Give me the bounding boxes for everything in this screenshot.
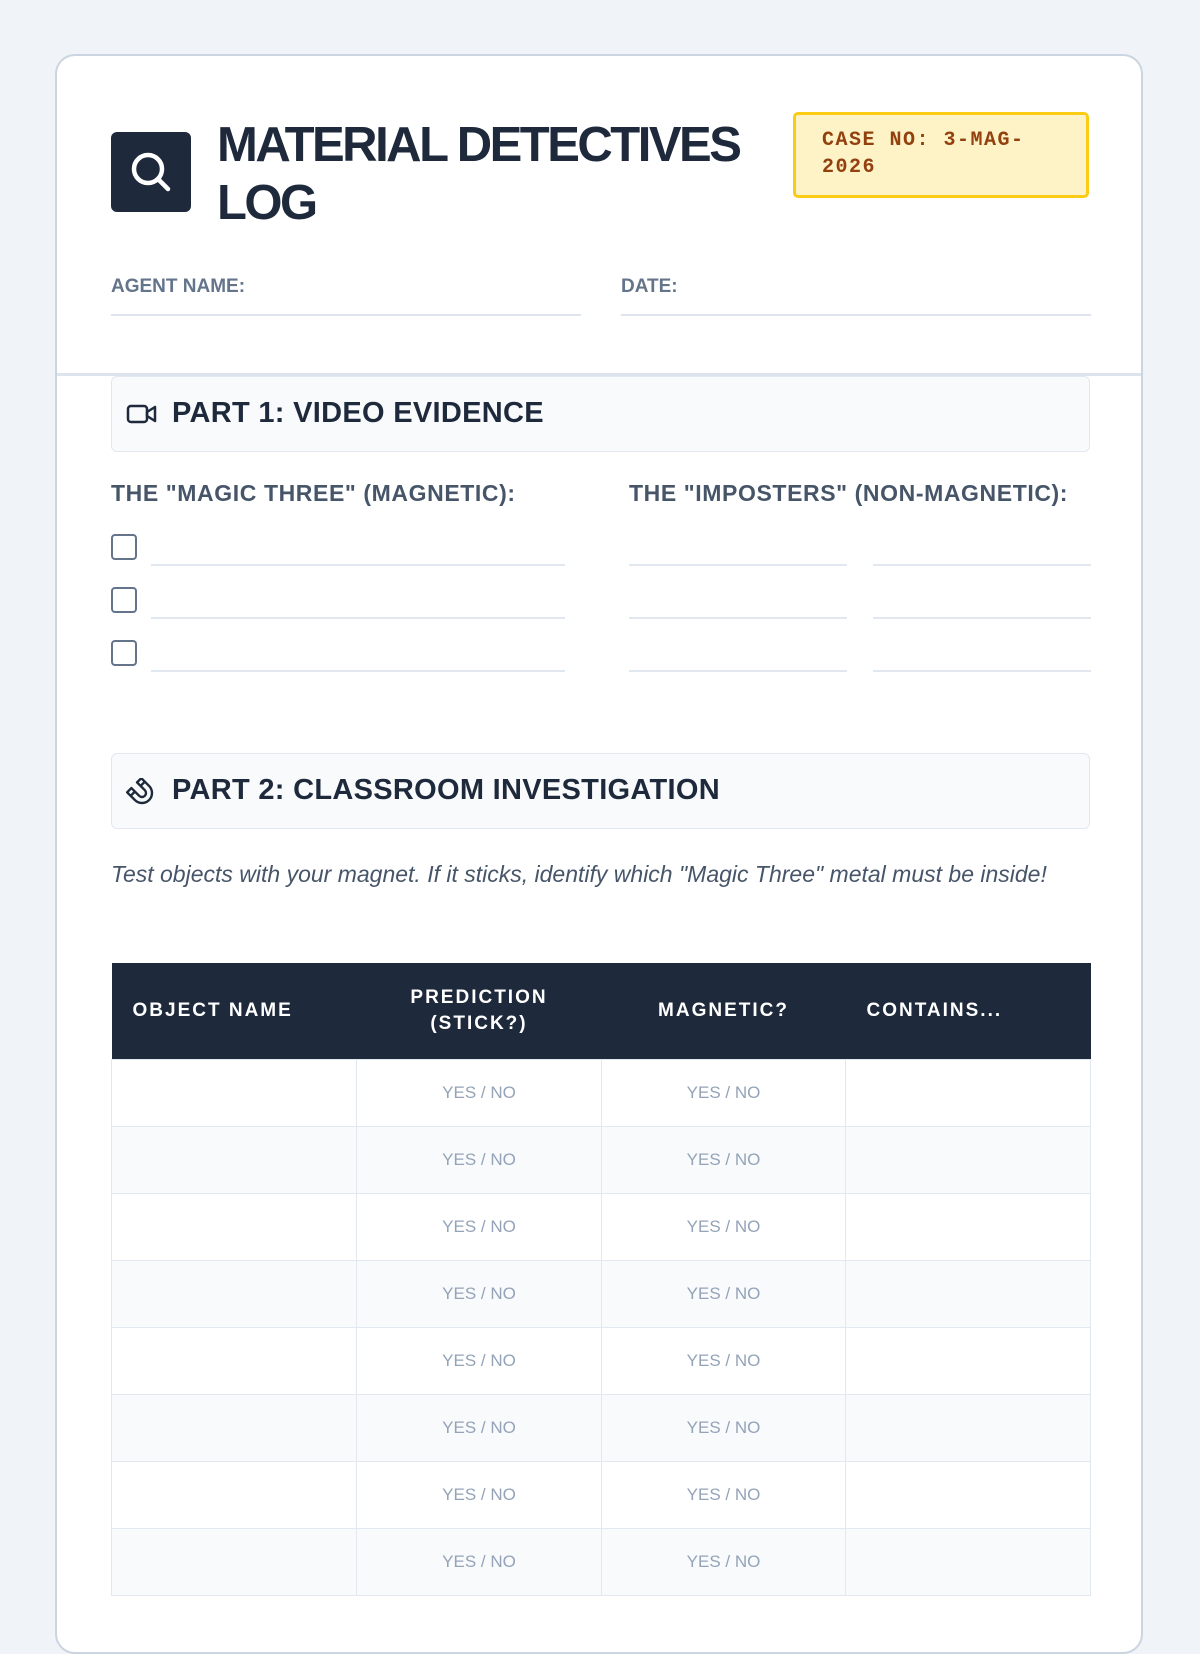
nonmagnetic-answer-line[interactable] bbox=[629, 564, 847, 566]
table-row bbox=[112, 1194, 1091, 1261]
search-icon bbox=[127, 148, 175, 196]
prediction-cell[interactable]: YES / NO bbox=[357, 1261, 602, 1328]
table-row bbox=[112, 1529, 1091, 1596]
contains-cell[interactable] bbox=[846, 1127, 1091, 1194]
magnetic-cell[interactable]: YES / NO bbox=[602, 1395, 846, 1462]
date-field[interactable] bbox=[621, 270, 1091, 316]
table-row bbox=[112, 1395, 1091, 1462]
contains-cell[interactable] bbox=[846, 1261, 1091, 1328]
magnetic-cell[interactable]: YES / NO bbox=[602, 1127, 846, 1194]
column-header-prediction: PREDICTION (STICK?) bbox=[357, 963, 602, 1060]
nonmagnetic-answer-line[interactable] bbox=[873, 670, 1091, 672]
date-label: DATE: bbox=[621, 276, 678, 297]
column-header-magnetic: MAGNETIC? bbox=[602, 963, 846, 1060]
column-header-object-name: OBJECT NAME bbox=[112, 963, 357, 1060]
object-name-cell[interactable] bbox=[112, 1127, 357, 1194]
object-name-cell[interactable] bbox=[112, 1395, 357, 1462]
logo-badge bbox=[111, 132, 191, 212]
worksheet-card bbox=[55, 54, 1143, 1654]
nonmagnetic-heading: THE "IMPOSTERS" (NON-MAGNETIC): bbox=[629, 480, 1069, 506]
nonmagnetic-answer-line[interactable] bbox=[629, 670, 847, 672]
object-name-cell[interactable] bbox=[112, 1060, 357, 1127]
magnetic-cell[interactable]: YES / NO bbox=[602, 1462, 846, 1529]
object-name-cell[interactable] bbox=[112, 1261, 357, 1328]
video-camera-icon bbox=[126, 401, 158, 427]
prediction-cell[interactable]: YES / NO bbox=[357, 1060, 602, 1127]
magnetic-cell[interactable]: YES / NO bbox=[602, 1261, 846, 1328]
table-row bbox=[112, 1060, 1091, 1127]
object-name-cell[interactable] bbox=[112, 1328, 357, 1395]
magnetic-cell[interactable]: YES / NO bbox=[602, 1194, 846, 1261]
magnetic-answer-line[interactable] bbox=[151, 670, 565, 672]
magnetic-answer-line[interactable] bbox=[151, 564, 565, 566]
object-name-cell[interactable] bbox=[112, 1462, 357, 1529]
table-row bbox=[112, 1261, 1091, 1328]
magnetic-heading: THE "MAGIC THREE" (MAGNETIC): bbox=[111, 480, 516, 506]
contains-cell[interactable] bbox=[846, 1328, 1091, 1395]
table-row bbox=[112, 1127, 1091, 1194]
magnetic-cell[interactable]: YES / NO bbox=[602, 1328, 846, 1395]
nonmagnetic-answer-line[interactable] bbox=[873, 564, 1091, 566]
table-body bbox=[112, 1060, 1091, 1596]
table-row bbox=[112, 1462, 1091, 1529]
case-number-badge: CASE NO: 3-MAG-2026 bbox=[793, 112, 1089, 198]
magnetic-checkbox[interactable] bbox=[111, 587, 137, 613]
prediction-cell[interactable]: YES / NO bbox=[357, 1328, 602, 1395]
contains-cell[interactable] bbox=[846, 1529, 1091, 1596]
magnetic-answer-line[interactable] bbox=[151, 617, 565, 619]
magnetic-cell[interactable]: YES / NO bbox=[602, 1529, 846, 1596]
worksheet-header bbox=[57, 56, 1141, 376]
prediction-cell[interactable]: YES / NO bbox=[357, 1529, 602, 1596]
page-title: MATERIAL DETECTIVES LOG bbox=[217, 118, 740, 230]
prediction-cell[interactable]: YES / NO bbox=[357, 1194, 602, 1261]
column-header-contains: CONTAINS... bbox=[846, 963, 1091, 1060]
part1-title: PART 1: VIDEO EVIDENCE bbox=[172, 397, 544, 429]
magnetic-checkbox[interactable] bbox=[111, 640, 137, 666]
contains-cell[interactable] bbox=[846, 1060, 1091, 1127]
agent-name-field[interactable] bbox=[111, 270, 581, 316]
table-header-row bbox=[112, 963, 1091, 1060]
magnetic-cell[interactable]: YES / NO bbox=[602, 1060, 846, 1127]
table-row bbox=[112, 1328, 1091, 1395]
nonmagnetic-answer-line[interactable] bbox=[629, 617, 847, 619]
contains-cell[interactable] bbox=[846, 1462, 1091, 1529]
part1-section-header bbox=[111, 376, 1090, 452]
prediction-cell[interactable]: YES / NO bbox=[357, 1395, 602, 1462]
object-name-cell[interactable] bbox=[112, 1194, 357, 1261]
part2-instructions: Test objects with your magnet. If it sticks, identify which "Magic Three" metal must be inside! bbox=[111, 861, 1047, 887]
prediction-cell[interactable]: YES / NO bbox=[357, 1462, 602, 1529]
object-name-cell[interactable] bbox=[112, 1529, 357, 1596]
agent-name-label: AGENT NAME: bbox=[111, 276, 246, 297]
part2-title: PART 2: CLASSROOM INVESTIGATION bbox=[172, 774, 720, 806]
contains-cell[interactable] bbox=[846, 1194, 1091, 1261]
part2-section-header bbox=[111, 753, 1090, 829]
nonmagnetic-answer-line[interactable] bbox=[873, 617, 1091, 619]
investigation-table bbox=[111, 963, 1091, 1596]
contains-cell[interactable] bbox=[846, 1395, 1091, 1462]
prediction-cell[interactable]: YES / NO bbox=[357, 1127, 602, 1194]
magnetic-checkbox[interactable] bbox=[111, 534, 137, 560]
magnet-icon bbox=[126, 778, 158, 808]
